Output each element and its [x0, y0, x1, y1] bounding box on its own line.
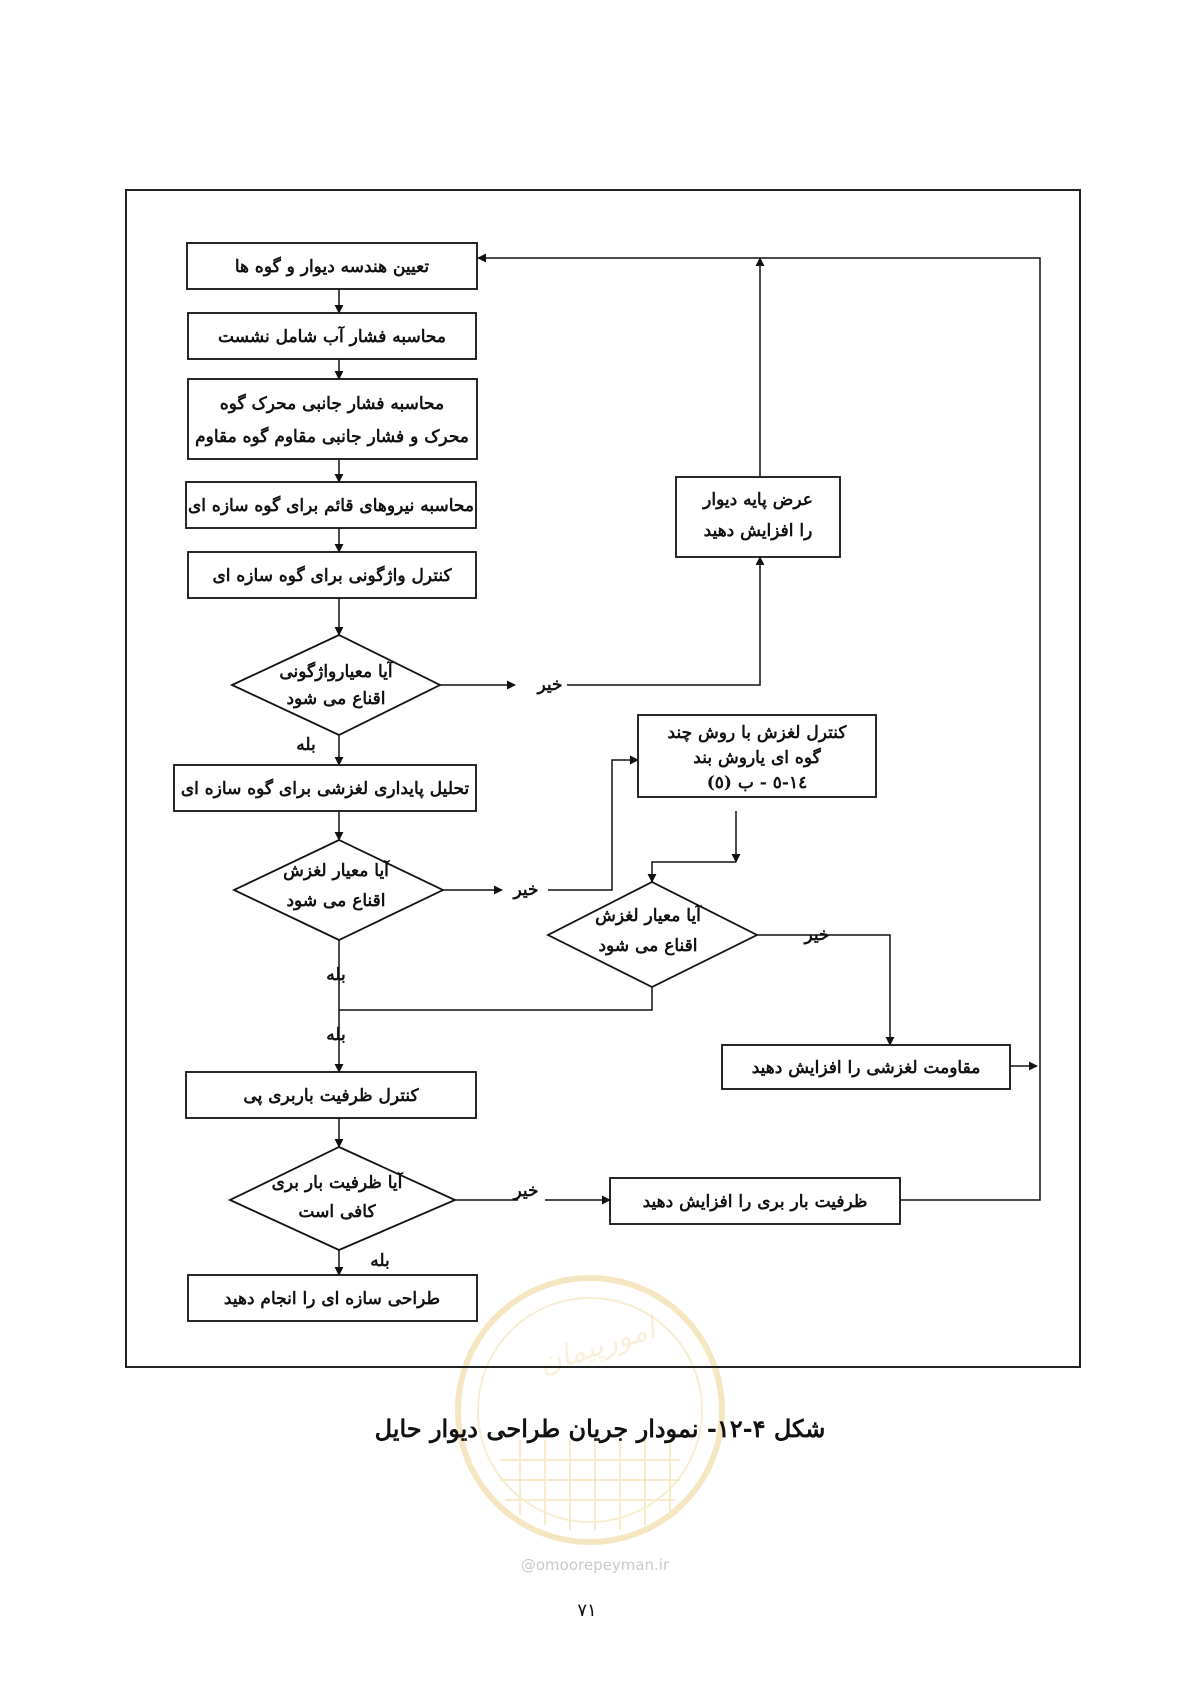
text-sliding: تحلیل پایداری لغزشی برای گوه سازه ای	[180, 779, 470, 799]
edge-slide2-yes-merge	[339, 987, 652, 1010]
page-number: ٧١	[577, 1600, 597, 1621]
edge-slide2-no	[757, 935, 890, 1045]
label-no-slide2: خیر	[804, 925, 830, 945]
text-q-bearing-line1: آیا ظرفیت بار بری	[271, 1173, 403, 1193]
text-q-bearing-line2: کافی است	[298, 1202, 376, 1222]
label-no-slide: خیر	[513, 880, 539, 900]
box-widen	[676, 477, 840, 557]
watermark-site: @omoorepeyman.ir	[520, 1556, 670, 1574]
text-widen-line1: عرض پایه دیوار	[703, 490, 813, 510]
text-q-slide-line1: آیا معیار لغزش	[283, 861, 389, 881]
text-multi-line1: کنترل لغزش با روش چند	[667, 723, 847, 743]
text-q-overturn-line2: اقناع می شود	[286, 689, 386, 709]
text-inc-slide: مقاومت لغزشی را افزایش دهید	[751, 1058, 981, 1078]
text-widen-line2: را افزایش دهید	[703, 521, 813, 541]
text-bearing: کنترل ظرفیت باربری پی	[243, 1086, 419, 1106]
text-multi-line3: ١٤-٥ - ب (٥)	[706, 773, 808, 793]
text-vertical: محاسبه نیروهای قائم برای گوه سازه ای	[187, 496, 475, 516]
watermark-seal	[458, 1278, 722, 1542]
box-lateral	[188, 379, 477, 459]
text-lateral-line2: محرک و فشار جانبی مقاوم گوه مقاوم	[195, 427, 469, 447]
figure-caption: شکل ۴-۱۲- نمودار جریان طراحی دیوار حایل	[374, 1414, 826, 1443]
diamond-overturn	[232, 635, 440, 735]
text-overturn: کنترل واژگونی برای گوه سازه ای	[212, 566, 452, 586]
watermark-script: امورپیمان	[534, 1310, 660, 1382]
text-lateral-line1: محاسبه فشار جانبی محرک گوه	[219, 394, 445, 414]
diamond-slide	[234, 840, 443, 940]
label-no-overturn: خیر	[537, 675, 563, 695]
label-yes-bearing: بله	[370, 1251, 390, 1271]
label-no-bearing: خیر	[513, 1181, 539, 1201]
text-geometry: تعیین هندسه دیوار و گوه ها	[234, 257, 430, 277]
text-q-slide2-line1: آیا معیار لغزش	[595, 906, 701, 926]
text-design: طراحی سازه ای را انجام دهید	[223, 1289, 441, 1309]
text-q-overturn-line1: آیا معیارواژگونی	[279, 662, 393, 682]
edge-to-slide2	[652, 862, 736, 882]
text-water: محاسبه فشار آب شامل نشست	[218, 327, 446, 347]
text-multi-line2: گوه ای یاروش بند	[693, 748, 821, 768]
label-yes-slide2: بله	[326, 1025, 346, 1045]
label-yes-overturn: بله	[296, 735, 316, 755]
edge-no-widen	[567, 557, 760, 685]
diamond-bearing	[230, 1147, 455, 1250]
diamond-slide2	[548, 882, 757, 987]
text-inc-bearing: ظرفیت بار بری را افزایش دهید	[642, 1192, 868, 1212]
label-yes-slide: بله	[326, 965, 346, 985]
edge-no-multi	[548, 760, 638, 890]
text-q-slide2-line2: اقناع می شود	[598, 936, 698, 956]
text-q-slide-line2: اقناع می شود	[286, 891, 386, 911]
